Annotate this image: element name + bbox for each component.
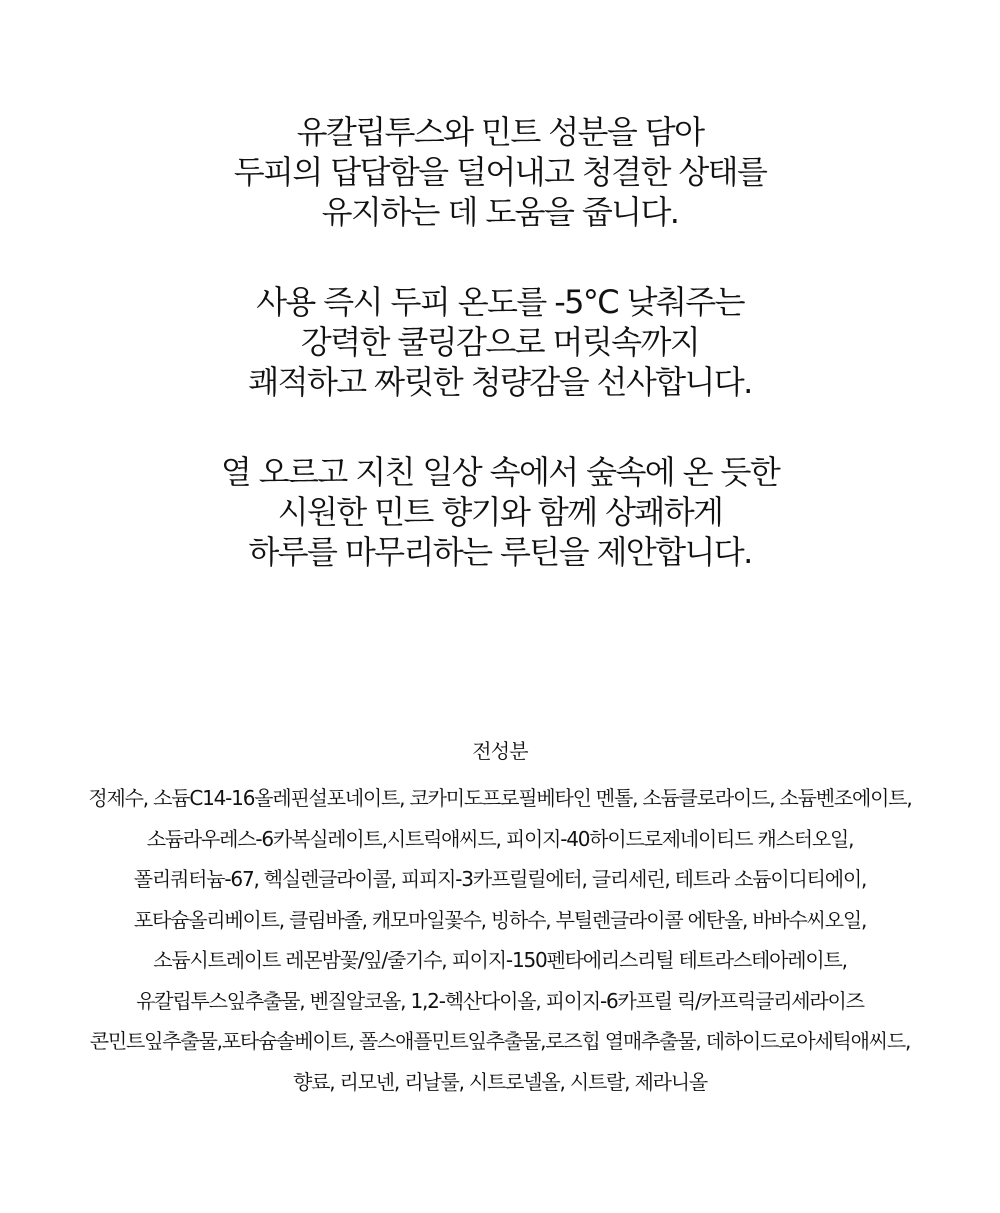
ingredients-line: 소듐시트레이트 레몬밤꽃/잎/줄기수, 피이지-150펜타에리스리틸 테트라스테아레이트,: [153, 948, 847, 972]
description-line: 쾌적하고 짜릿한 청량감을 선사합니다.: [248, 363, 752, 401]
ingredients-line: 유칼립투스잎추출물, 벤질알코올, 1,2-헥산다이올, 피이지-6카프릴 릭/카프릭글리세라이즈: [136, 988, 864, 1013]
description-line: 두피의 답답함을 덜어내고 청결한 상태를: [233, 153, 767, 191]
description-paragraph-2: [0, 282, 1000, 402]
description-line: 열 오르고 지친 일상 속에서 숲속에 온 듯한: [220, 453, 780, 491]
ingredients-line: 콘민트잎추출물,포타슘솔베이트, 폴스애플민트잎추출물,로즈힙 열매추출물, 데하이드로아세틱애씨드,: [89, 1029, 911, 1053]
description-paragraph-1: [0, 112, 1000, 232]
description-line: 유칼립투스와 민트 성분을 담아: [296, 113, 704, 151]
ingredients-line: 정제수, 소듐C14-16올레핀설포네이트, 코카미도프로필베타인 멘톨, 소듐클로라이드, 소듐벤조에이트,: [88, 786, 912, 810]
ingredients-line: 폴리쿼터늄-67, 헥실렌글라이콜, 피피지-3카프릴릴에터, 글리세린, 테트라 소듐이디티에이,: [133, 867, 867, 891]
description-paragraph-3: [0, 452, 1000, 572]
description-line: 사용 즉시 두피 온도를 -5°C 낮춰주는: [256, 283, 744, 321]
description-line: 하루를 마무리하는 루틴을 제안합니다.: [248, 533, 752, 571]
description-line: 강력한 쿨링감으로 머릿속까지: [300, 323, 700, 361]
full-ingredients: [0, 736, 1000, 1102]
ingredients-title: 전성분: [472, 739, 528, 763]
description-line: 시원한 민트 향기와 함께 상쾌하게: [277, 493, 723, 531]
ingredients-line: 포타슘올리베이트, 클림바졸, 캐모마일꽃수, 빙하수, 부틸렌글라이콜 에탄올, 바바수씨오일,: [133, 907, 867, 932]
product-description: [0, 112, 1000, 622]
ingredients-line: 향료, 리모넨, 리날룰, 시트로넬올, 시트랄, 제라니올: [293, 1069, 707, 1094]
ingredients-line: 소듐라우레스-6카복실레이트,시트릭애씨드, 피이지-40하이드로제네이티드 캐스터오일,: [146, 826, 854, 851]
description-line: 유지하는 데 도움을 줍니다.: [321, 193, 679, 231]
